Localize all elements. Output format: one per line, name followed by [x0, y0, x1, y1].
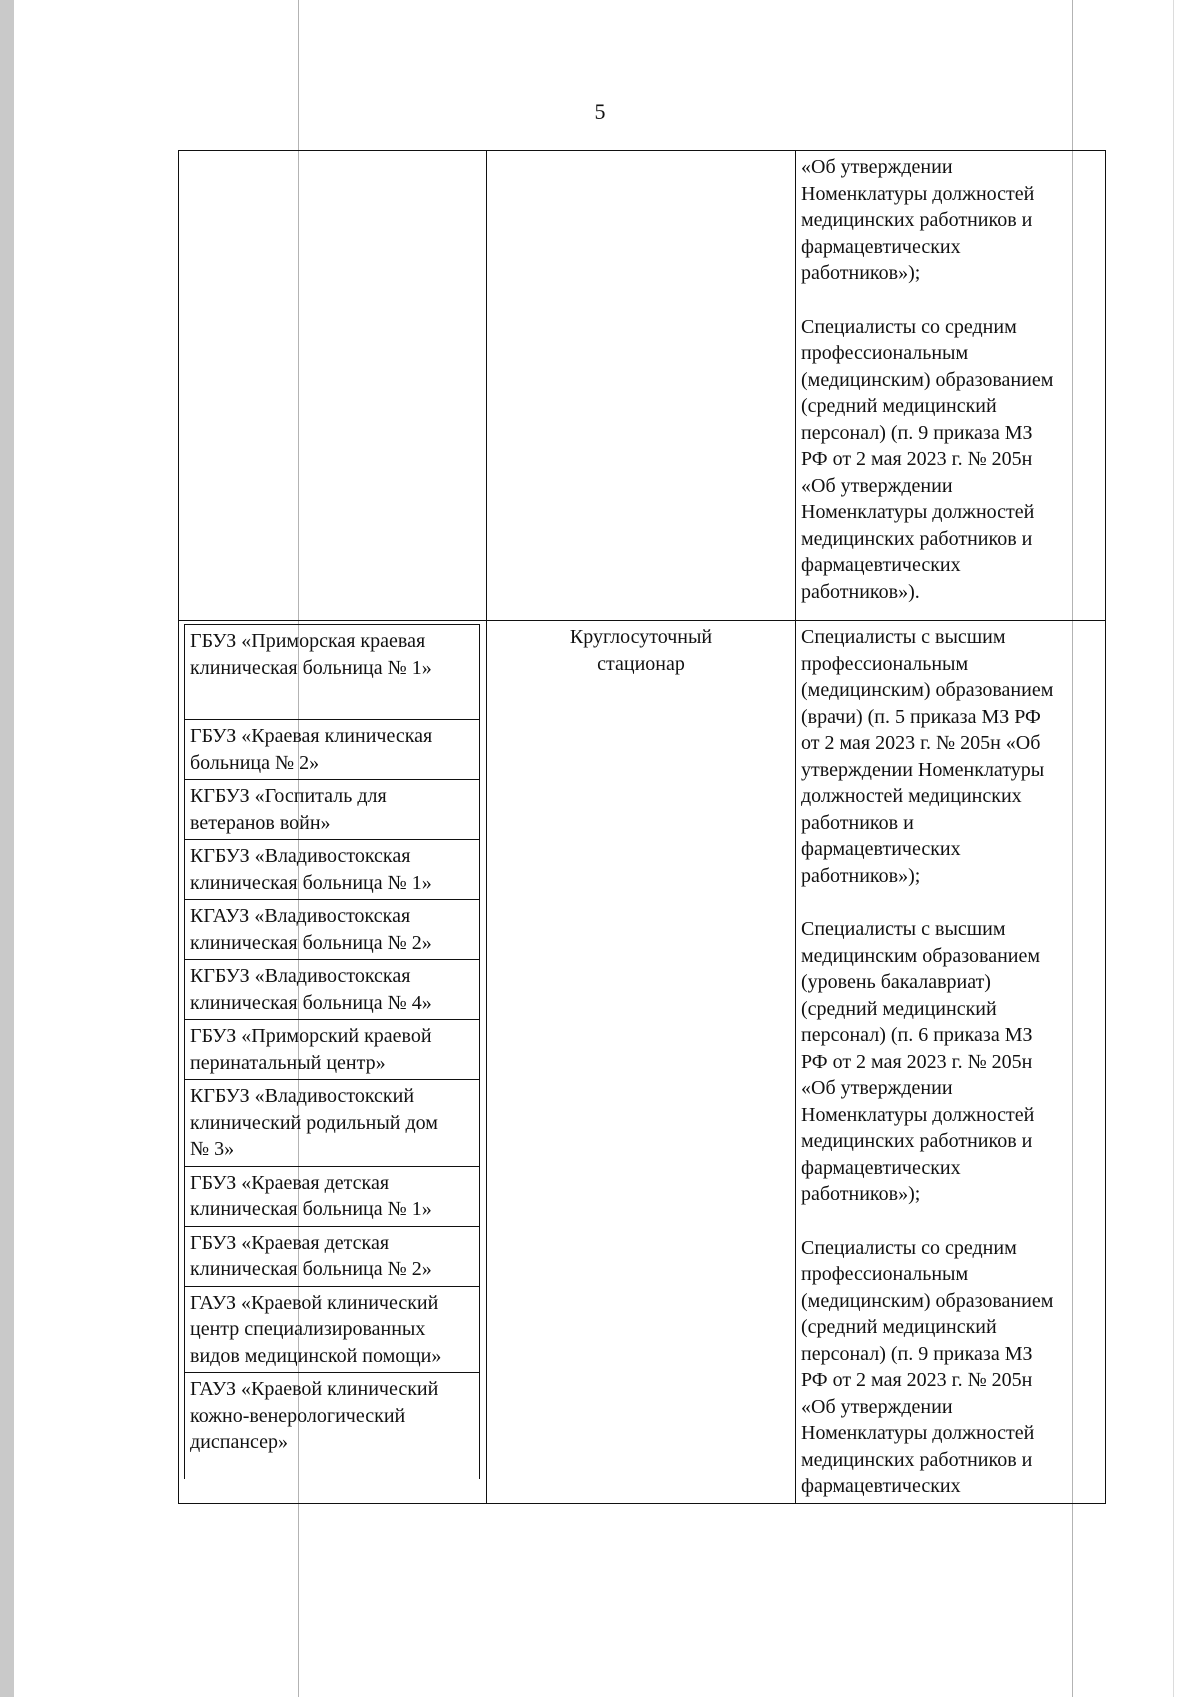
staff-line: профессиональным [801, 652, 969, 675]
staff-line: Номенклатуры должностей [801, 501, 1035, 523]
institution-line: ГБУЗ «Приморский краевой [190, 1025, 432, 1047]
facility-type-line: стационар [597, 652, 685, 675]
staff-line: персонал) (п. 6 приказа МЗ [801, 1024, 1033, 1046]
institution-line: ГБУЗ «Краевая детская [190, 1231, 390, 1254]
institution-row [185, 1226, 480, 1286]
institution-row [185, 1166, 480, 1226]
institution-row [185, 1020, 480, 1080]
facility-type-cell [487, 151, 796, 621]
staff-line: от 2 мая 2023 г. № 205н «Об [801, 732, 1041, 754]
scan-artifact-line [1173, 0, 1174, 1697]
institution-line: ГАУЗ «Краевой клинический [190, 1378, 439, 1400]
staff-line: фармацевтических [801, 1156, 961, 1179]
staff-line: Специалисты со средним [801, 1236, 1017, 1259]
institution-line: клиническая больница № 2» [190, 1258, 432, 1280]
staff-line: Специалисты с высшим [801, 626, 1006, 648]
staff-line: (врачи) (п. 5 приказа МЗ РФ [801, 705, 1041, 728]
institution-name [185, 1080, 480, 1167]
staff-paragraph [801, 154, 1099, 287]
staff-line: Номенклатуры должностей [801, 182, 1035, 205]
staff-line: (средний медицинский [801, 997, 997, 1020]
staff-line: работников»); [801, 864, 921, 887]
institution-line: ГБУЗ «Краевая детская [190, 1171, 390, 1194]
institution-line: ветеранов войн» [190, 811, 331, 834]
institution-line: КГАУЗ «Владивостокская [190, 905, 411, 927]
table-row [179, 621, 1106, 1504]
institution-line: диспансер» [190, 1431, 289, 1453]
staff-line: Специалисты со средним [801, 315, 1017, 338]
facility-type-line: Круглосуточный [569, 626, 713, 648]
staff-paragraph [801, 1235, 1099, 1500]
institution-line: ГАУЗ «Краевой клинический [190, 1291, 439, 1314]
staff-line: (медицинским) образованием [801, 368, 1054, 391]
staff-line: фармацевтических [801, 235, 961, 258]
staff-line: (средний медицинский [801, 395, 997, 417]
institution-list [184, 624, 480, 1479]
staff-line: (средний медицинский [801, 1316, 997, 1338]
staff-line: медицинским образованием [801, 944, 1041, 967]
staff-line: «Об утверждении [801, 1077, 953, 1099]
staff-line: должностей медицинских [801, 785, 1022, 807]
staff-line: Специалисты с высшим [801, 918, 1006, 940]
institution-line: видов медицинской помощи» [190, 1344, 442, 1367]
institution-line: клиническая больница № 2» [190, 931, 432, 954]
staff-cell [796, 151, 1106, 621]
staff-cell [796, 621, 1106, 1504]
staff-line: «Об утверждении [801, 156, 953, 178]
staff-line: работников и [801, 811, 914, 834]
staff-line: персонал) (п. 9 приказа МЗ [801, 1342, 1033, 1365]
staff-line: «Об утверждении [801, 474, 953, 497]
staff-line: работников»); [801, 1183, 921, 1205]
institution-line: перинатальный центр» [190, 1051, 386, 1074]
institution-line: КГБУЗ «Госпиталь для [190, 785, 387, 807]
staffing-table [178, 150, 1106, 1504]
institution-name [185, 960, 480, 1020]
staff-line: профессиональным [801, 1263, 969, 1285]
institution-name [185, 1020, 480, 1080]
staff-paragraph [801, 916, 1099, 1208]
staff-line: «Об утверждении [801, 1395, 953, 1418]
staff-line: фармацевтических [801, 554, 961, 576]
staff-line: (медицинским) образованием [801, 679, 1054, 701]
institution-line: больница № 2» [190, 751, 320, 774]
table-row [179, 151, 1106, 621]
institution-row [185, 720, 480, 780]
staff-paragraph [801, 314, 1099, 606]
staff-line: Номенклатуры должностей [801, 1422, 1035, 1444]
institution-name [185, 1226, 480, 1286]
staff-line: персонал) (п. 9 приказа МЗ [801, 421, 1033, 444]
institution-name [185, 900, 480, 960]
institution-line: КГБУЗ «Владивостокская [190, 845, 411, 867]
institution-line: клиническая больница № 4» [190, 991, 432, 1014]
institution-line: центр специализированных [190, 1318, 426, 1340]
institution-line: КГБУЗ «Владивостокский [190, 1085, 415, 1107]
institution-name [185, 780, 480, 840]
staff-line: утверждении Номенклатуры [801, 758, 1045, 781]
staff-line: РФ от 2 мая 2023 г. № 205н [801, 1050, 1033, 1073]
institution-line: ГБУЗ «Краевая клиническая [190, 725, 433, 747]
institution-line: клиническая больница № 1» [190, 871, 432, 894]
scan-left-edge [0, 0, 14, 1697]
institution-row [185, 1373, 480, 1480]
institution-row [185, 1286, 480, 1373]
staff-paragraph [801, 624, 1099, 889]
institution-row [185, 960, 480, 1020]
institution-list-cell [179, 621, 487, 1504]
staff-line: медицинских работников и [801, 209, 1033, 231]
institution-name [185, 625, 480, 720]
institution-row [185, 625, 480, 720]
institution-line: кожно-венерологический [190, 1404, 406, 1427]
page-number: 5 [594, 99, 606, 124]
institution-line: КГБУЗ «Владивостокская [190, 965, 411, 987]
staff-line: медицинских работников и [801, 1130, 1033, 1152]
staff-line: работников»); [801, 262, 921, 284]
institution-cell [179, 151, 487, 621]
institution-row [185, 780, 480, 840]
institution-line: № 3» [190, 1138, 235, 1160]
institution-row [185, 840, 480, 900]
institution-line: клиническая больница № 1» [190, 656, 432, 679]
staff-line: фармацевтических [801, 1475, 961, 1497]
staff-line: (уровень бакалавриат) [801, 971, 991, 993]
institution-row [185, 900, 480, 960]
institution-name [185, 840, 480, 900]
staff-line: профессиональным [801, 342, 969, 364]
institution-name [185, 720, 480, 780]
facility-type-cell [487, 621, 796, 1504]
institution-line: клиническая больница № 1» [190, 1198, 432, 1220]
staff-line: фармацевтических [801, 838, 961, 860]
institution-line: ГБУЗ «Приморская краевая [190, 630, 426, 652]
institution-name [185, 1373, 480, 1480]
staff-line: Номенклатуры должностей [801, 1103, 1035, 1126]
staff-line: медицинских работников и [801, 1448, 1033, 1471]
staff-line: медицинских работников и [801, 527, 1033, 550]
staff-line: РФ от 2 мая 2023 г. № 205н [801, 1369, 1033, 1391]
staff-line: РФ от 2 мая 2023 г. № 205н [801, 448, 1033, 470]
institution-name [185, 1286, 480, 1373]
staff-line: (медицинским) образованием [801, 1289, 1054, 1312]
staff-line: работников»). [801, 580, 920, 603]
institution-row [185, 1080, 480, 1167]
institution-line: клинический родильный дом [190, 1111, 438, 1134]
institution-name [185, 1166, 480, 1226]
